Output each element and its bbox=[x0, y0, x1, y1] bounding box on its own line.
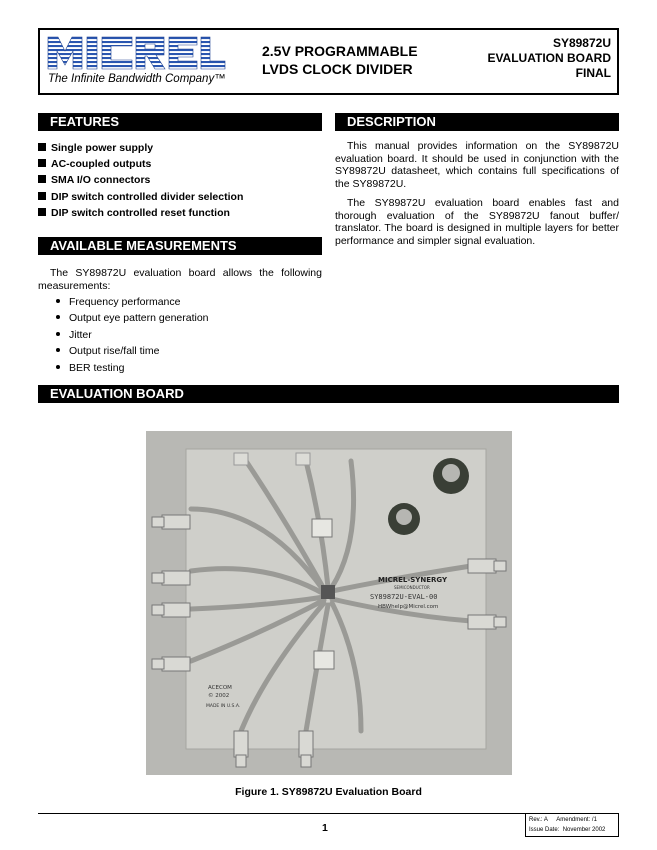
logo-tagline: The Infinite Bandwidth Company™ bbox=[48, 73, 226, 85]
measurements-list bbox=[56, 294, 209, 376]
square-bullet-icon bbox=[38, 159, 46, 167]
bullet-icon bbox=[56, 348, 60, 352]
features-list bbox=[38, 140, 243, 221]
document-title bbox=[262, 42, 418, 78]
revision-row: Rev.: A Amendment: /1 bbox=[529, 817, 597, 823]
board-label-part: SY89872U-EVAL-00 bbox=[370, 593, 438, 601]
square-bullet-icon bbox=[38, 192, 46, 200]
square-bullet-icon bbox=[38, 143, 46, 151]
board-label-email: HBWhelp@Micrel.com bbox=[378, 604, 439, 610]
bullet-icon bbox=[56, 315, 60, 319]
measurement-item: BER testing bbox=[56, 360, 209, 376]
bullet-icon bbox=[56, 332, 60, 336]
board-label-year: © 2002 bbox=[208, 693, 230, 699]
dip-switch-icon bbox=[314, 651, 334, 669]
board-label-made: MADE IN U.S.A. bbox=[206, 704, 241, 709]
feature-item: SMA I/O connectors bbox=[38, 172, 243, 188]
measurement-item: Jitter bbox=[56, 327, 209, 343]
figure-caption: Figure 1. SY89872U Evaluation Board bbox=[235, 786, 422, 798]
description-heading: DESCRIPTION bbox=[335, 113, 619, 131]
board-label-acecom: ACECOM bbox=[208, 685, 232, 691]
title-line-1: 2.5V PROGRAMMABLE bbox=[262, 43, 418, 59]
doc-status: FINAL bbox=[575, 66, 611, 80]
measurement-item: Output eye pattern generation bbox=[56, 310, 209, 326]
document-meta bbox=[487, 36, 611, 81]
board-label-brand: MICREL-SYNERGY bbox=[378, 576, 448, 584]
board-illustration bbox=[146, 431, 512, 775]
description-para-1: This manual provides information on the SY89872U evaluation board. It should be used in conjunction with the SY89872U datasheet, which contains full specifications of the SY89872U. bbox=[335, 140, 619, 190]
square-bullet-icon bbox=[38, 208, 46, 216]
issue-date-row: Issue Date: November 2002 bbox=[529, 827, 606, 833]
page-number: 1 bbox=[322, 822, 328, 834]
evaluation-board-heading: EVALUATION BOARD bbox=[38, 385, 619, 403]
description-para-2: The SY89872U evaluation board enables fast and thorough evaluation of the SY89872U fanout buffer/ translator. The board is designed in multiple layers for better performance and simpler signal evaluation. bbox=[335, 197, 619, 247]
bullet-icon bbox=[56, 365, 60, 369]
feature-item: Single power supply bbox=[38, 140, 243, 156]
part-number: SY89872U bbox=[552, 36, 611, 50]
measurement-item: Output rise/fall time bbox=[56, 343, 209, 359]
feature-item: DIP switch controlled reset function bbox=[38, 205, 243, 221]
bullet-icon bbox=[56, 299, 60, 303]
evaluation-board-photo bbox=[146, 431, 512, 775]
feature-item: DIP switch controlled divider selection bbox=[38, 189, 243, 205]
board-label-sub: SEMICONDUCTOR bbox=[394, 585, 430, 590]
micrel-logo-mark bbox=[46, 33, 226, 73]
chip-icon bbox=[321, 585, 335, 599]
features-heading: FEATURES bbox=[38, 113, 322, 131]
measurements-intro: The SY89872U evaluation board allows the following measurements: bbox=[38, 267, 322, 292]
doc-type: EVALUATION BOARD bbox=[487, 51, 611, 65]
revision-box bbox=[525, 813, 619, 837]
dip-switch-icon bbox=[312, 519, 332, 537]
micrel-logo bbox=[46, 33, 226, 93]
title-line-2: LVDS CLOCK DIVIDER bbox=[262, 61, 413, 77]
square-bullet-icon bbox=[38, 175, 46, 183]
feature-item: AC-coupled outputs bbox=[38, 156, 243, 172]
measurements-heading: AVAILABLE MEASUREMENTS bbox=[38, 237, 322, 255]
measurement-item: Frequency performance bbox=[56, 294, 209, 310]
